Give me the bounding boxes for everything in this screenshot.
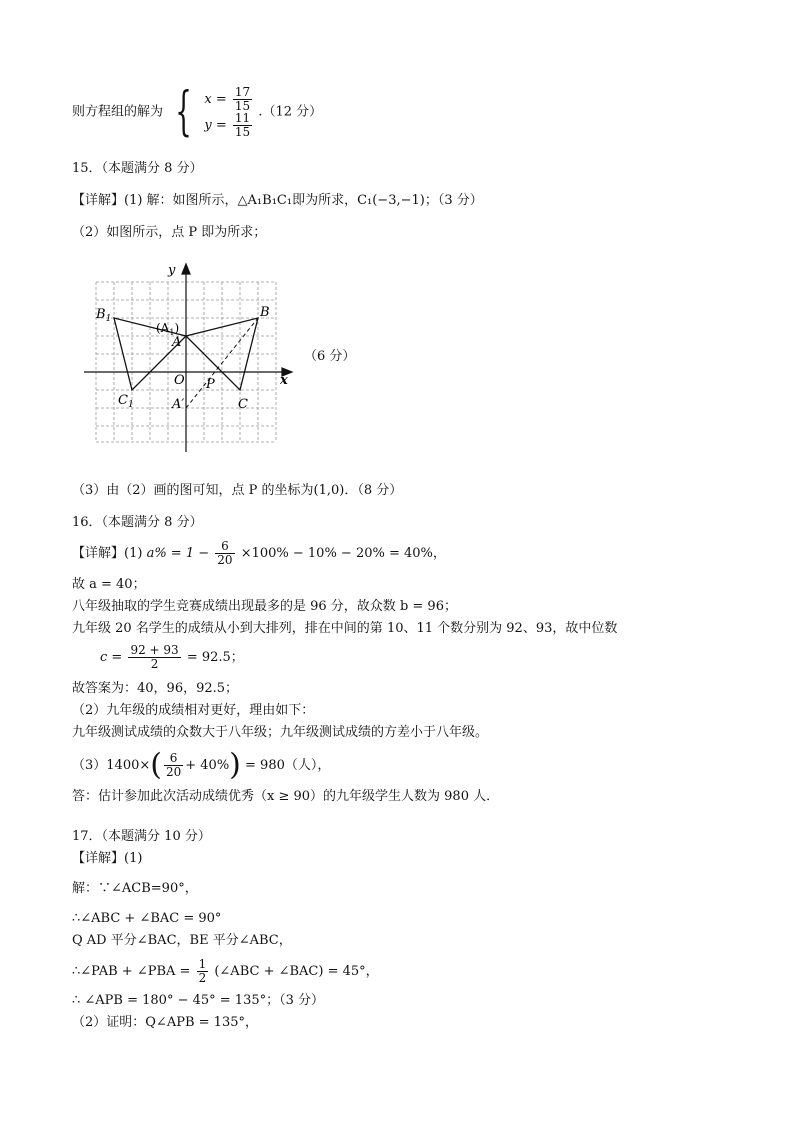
q16-line4: 九年级 20 名学生的成绩从小到大排列，排在中间的第 10、11 个数分别为 92、93，故中位数 xyxy=(72,621,618,636)
q17-line3: ∴∠ABC + ∠BAC = 90° xyxy=(72,911,222,926)
q16-part3-num: 6 xyxy=(164,752,183,766)
q16-median-den: 2 xyxy=(150,657,159,671)
label-a: A xyxy=(172,335,182,350)
q17-line6: ∴ ∠APB = 180° − 45° = 135°；（3 分） xyxy=(72,993,325,1008)
label-p: P xyxy=(206,377,215,392)
q16-median-value: = 92.5； xyxy=(186,650,244,665)
q16-part3-mid: + 40% xyxy=(185,758,230,773)
q17-line1: 【详解】(1) xyxy=(72,851,143,866)
label-o: O xyxy=(174,373,185,388)
q14-suffix: .（12 分） xyxy=(258,104,323,120)
label-a1: $(A_1)$ xyxy=(156,321,180,337)
left-brace: { xyxy=(175,82,192,142)
equation-system xyxy=(204,86,254,138)
q16-detail-label: 【详解】(1) xyxy=(72,546,143,561)
q15-part3: （3）由（2）画的图可知，点 P 的坐标为(1,0)．（8 分） xyxy=(72,483,403,498)
q16-part3-post: = 980（人）， xyxy=(245,758,331,773)
q16-median-label: c = xyxy=(100,650,123,665)
q17-half-num: 1 xyxy=(198,957,207,971)
q16-answer: 答：估计参加此次活动成绩优秀（x ≥ 90）的九年级学生人数为 980 人． xyxy=(72,789,500,804)
q16-part3-pre: （3）1400× xyxy=(72,758,151,773)
label-b1: $B_1$ xyxy=(96,307,112,324)
x-label: x = xyxy=(204,92,227,107)
y-numerator: 11 xyxy=(234,111,251,125)
q15-part1: 【详解】(1) 解：如图所示，△A₁B₁C₁即为所求，C₁(−3,−1)；（3 分） xyxy=(72,193,483,208)
label-c1: $C_1$ xyxy=(118,393,134,410)
x-numerator: 17 xyxy=(234,85,251,99)
q17-sum-post: (∠ABC + ∠BAC) = 45°， xyxy=(214,964,379,979)
q17-half-den: 2 xyxy=(198,971,207,985)
label-b: B xyxy=(260,305,270,320)
q17-line5 xyxy=(72,958,379,985)
x-axis-label: x xyxy=(280,373,288,388)
q16-line3: 八年级抽取的学生竞赛成绩出现最多的是 96 分，故众数 b = 96； xyxy=(72,599,457,614)
q16-line5 xyxy=(100,644,244,671)
q17-line4: Q AD 平分∠BAC，BE 平分∠ABC， xyxy=(72,933,292,948)
label-a-prime: A′ xyxy=(172,397,185,412)
q14-solution xyxy=(72,82,323,142)
label-c: C xyxy=(238,397,248,412)
q16-line1 xyxy=(72,540,446,567)
y-axis-label: y xyxy=(168,263,176,278)
q16-eq-rest: ×100% − 10% − 20% = 40%， xyxy=(240,546,446,561)
axes xyxy=(84,264,292,452)
q14-prefix: 则方程组的解为 xyxy=(72,104,164,120)
q16-line6: 故答案为：40，96，92.5； xyxy=(72,681,239,696)
q16-line8: 九年级测试成绩的众数大于八年级；九年级测试成绩的方差小于八年级。 xyxy=(72,725,489,740)
q17-sum-pre: ∴∠PAB + ∠PBA = xyxy=(72,964,191,979)
q16-frac-num: 6 xyxy=(215,540,234,554)
q16-header: 16．（本题满分 8 分） xyxy=(72,515,203,530)
q15-figure-score: （6 分） xyxy=(304,349,356,364)
q16-median-num: 92 + 93 xyxy=(130,643,179,657)
q17-header: 17．（本题满分 10 分） xyxy=(72,829,211,844)
q16-line9: （3）1400×( $\frac{6}{20}$ + 40%) = 980（人）， xyxy=(72,747,331,783)
y-label: y = xyxy=(204,118,227,133)
q16-eq-a: a% = 1 − xyxy=(146,546,210,561)
q17-line7: （2）证明：Q∠APB = 135°， xyxy=(72,1015,258,1030)
x-denominator: 15 xyxy=(234,99,251,113)
y-denominator: 15 xyxy=(234,125,251,139)
q16-part3-den: 20 xyxy=(165,765,182,779)
q15-part2: （2）如图所示，点 P 即为所求； xyxy=(72,225,267,240)
q16-line7: （2）九年级的成绩相对更好，理由如下： xyxy=(72,703,315,718)
q17-line2: 解：∵∠ACB=90°， xyxy=(72,881,198,896)
q15-header: 15．（本题满分 8 分） xyxy=(72,161,203,176)
q16-frac-den: 20 xyxy=(217,553,233,567)
q16-line2: 故 a = 40； xyxy=(72,577,146,592)
